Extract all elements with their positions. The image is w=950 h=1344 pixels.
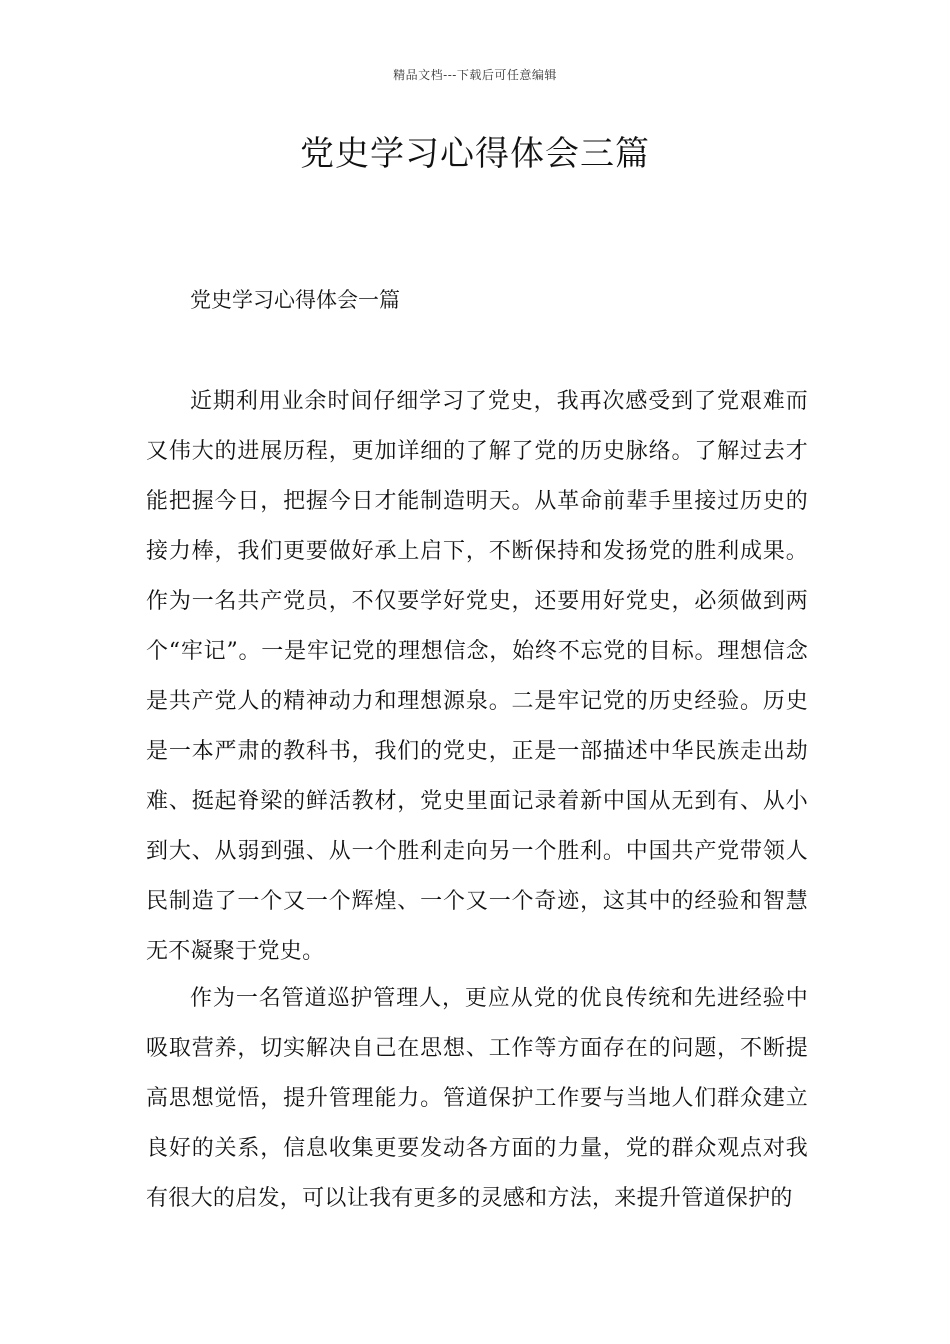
- body-paragraph: 作为一名管道巡护管理人，更应从党的优良传统和先进经验中吸取营养，切实解决自己在思想、工作等方面存在的问题，不断提高思想觉悟，提升管理能力。管道保护工作要与当地人们群众建立良好的关系，信息收集更要发动各方面的力量，党的群众观点对我有很大的启发，可以让我有更多的灵感和方法，来提升管道保护的: [146, 986, 808, 1211]
- body-paragraph: 近期利用业余时间仔细学习了党史，我再次感受到了党艰难而又伟大的进展历程，更加详细的了解了党的历史脉络。了解过去才能把握今日，把握今日才能制造明天。从革命前辈手里接过历史的接力棒，我们更要做好承上启下，不断保持和发扬党的胜利成果。作为一名共产党员，不仅要学好党史，还要用好党史，必须做到两个“牢记”。一是牢记党的理想信念，始终不忘党的目标。理想信念是共产党人的精神动力和理想源泉。二是牢记党的历史经验。历史是一本严肃的教科书，我们的党史，正是一部描述中华民族走出劫难、挺起脊梁的鲜活教材，党史里面记录着新中国从无到有、从小到大、从弱到强、从一个胜利走向另一个胜利。中国共产党带领人民制造了一个又一个辉煌、一个又一个奇迹，这其中的经验和智慧无不凝聚于党史。: [146, 389, 808, 964]
- section-heading: 党史学习心得体会一篇: [190, 288, 400, 312]
- header-note: 精品文档---下载后可任意编辑: [393, 68, 557, 82]
- document-title: 党史学习心得体会三篇: [300, 134, 650, 174]
